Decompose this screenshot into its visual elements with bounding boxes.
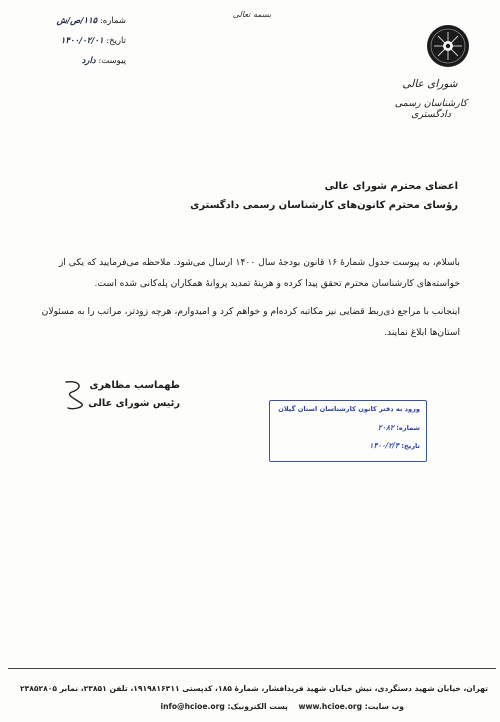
body-paragraph-2: اینجانب با مراجع ذی‌ربط قضایی نیز مکاتبه کرده‌ام و خواهم کرد و امیدوارم، هرچه زودتر، مراتب را به مسئولان استان‌ها ابلاغ نمایند. [41, 306, 460, 338]
footer-divider [8, 668, 496, 669]
body-paragraph-1: باسلام، به پیوست جدول شمارۀ ۱۶ قانون بودجۀ سال ۱۴۰۰ ارسال می‌شود. ملاحظه می‌فرمایید که یکی از خواسته‌های کارشناسان محترم تحقق پیدا کرده و هزینۀ تمدید پروانۀ همکاران پله‌کانی شده است. [58, 257, 460, 289]
signature-mark-icon [60, 378, 90, 412]
letter-number [8, 15, 126, 27]
stamp-number [378, 423, 420, 432]
email-link[interactable]: info@hcioe.org [160, 702, 225, 711]
letter-date-value: ۱۴۰۰/۰۲/۰۱ [60, 36, 104, 46]
website-label: وب سایت: [364, 702, 404, 711]
org-name-line1: شورای عالی [402, 78, 458, 90]
stamp-number-label: شماره: [396, 424, 420, 432]
stamp-date-label: تاریخ: [401, 442, 420, 450]
signatory-title: رئیس شورای عالی [88, 398, 180, 409]
council-logo-icon [426, 24, 470, 68]
letter-number-value: ۱۱۵/ص/ش [56, 16, 98, 26]
org-name-line2: کارشناسان رسمی دادگستری [394, 98, 468, 120]
footer-address: تهران، خیابان شهید دستگردی، نبش خیابان شهید فریدافشار، شمارۀ ۱۸۵، کدپستی ۱۹۱۹۸۱۶۳۱۱، تلفن ۲۳۸۵۱، نمابر ۲۳۸۵۲۸۰۵ [19, 684, 488, 693]
recipient-line-2: رؤسای محترم کانون‌های کارشناسان رسمی دادگستری [190, 200, 458, 211]
stamp-date [369, 441, 420, 450]
website-link[interactable]: www.hcioe.org [298, 702, 363, 711]
receipt-stamp [269, 400, 427, 462]
signatory-name: طهماسب مظاهری [89, 380, 180, 391]
letter-date [8, 35, 126, 47]
letter-attachment [8, 55, 126, 67]
footer-contact [4, 702, 404, 711]
stamp-number-value: ۲۰۸۲ [377, 423, 394, 432]
letter-number-label: شماره: [99, 16, 126, 26]
letter-date-label: تاریخ: [106, 36, 126, 46]
recipient-line-1: اعضای محترم شورای عالی [324, 181, 458, 192]
email-label: پست الکترونیک: [227, 702, 288, 711]
letter-attachment-label: پیوست: [98, 56, 126, 66]
stamp-date-value: ۱۴۰۰/۲/۴ [369, 441, 400, 450]
stamp-office-line: ورود به دفتر کانون کارشناسان استان گیلان [278, 405, 420, 413]
letter-attachment-value: دارد [81, 56, 96, 66]
basmala: بسمه تعالی [232, 10, 272, 19]
